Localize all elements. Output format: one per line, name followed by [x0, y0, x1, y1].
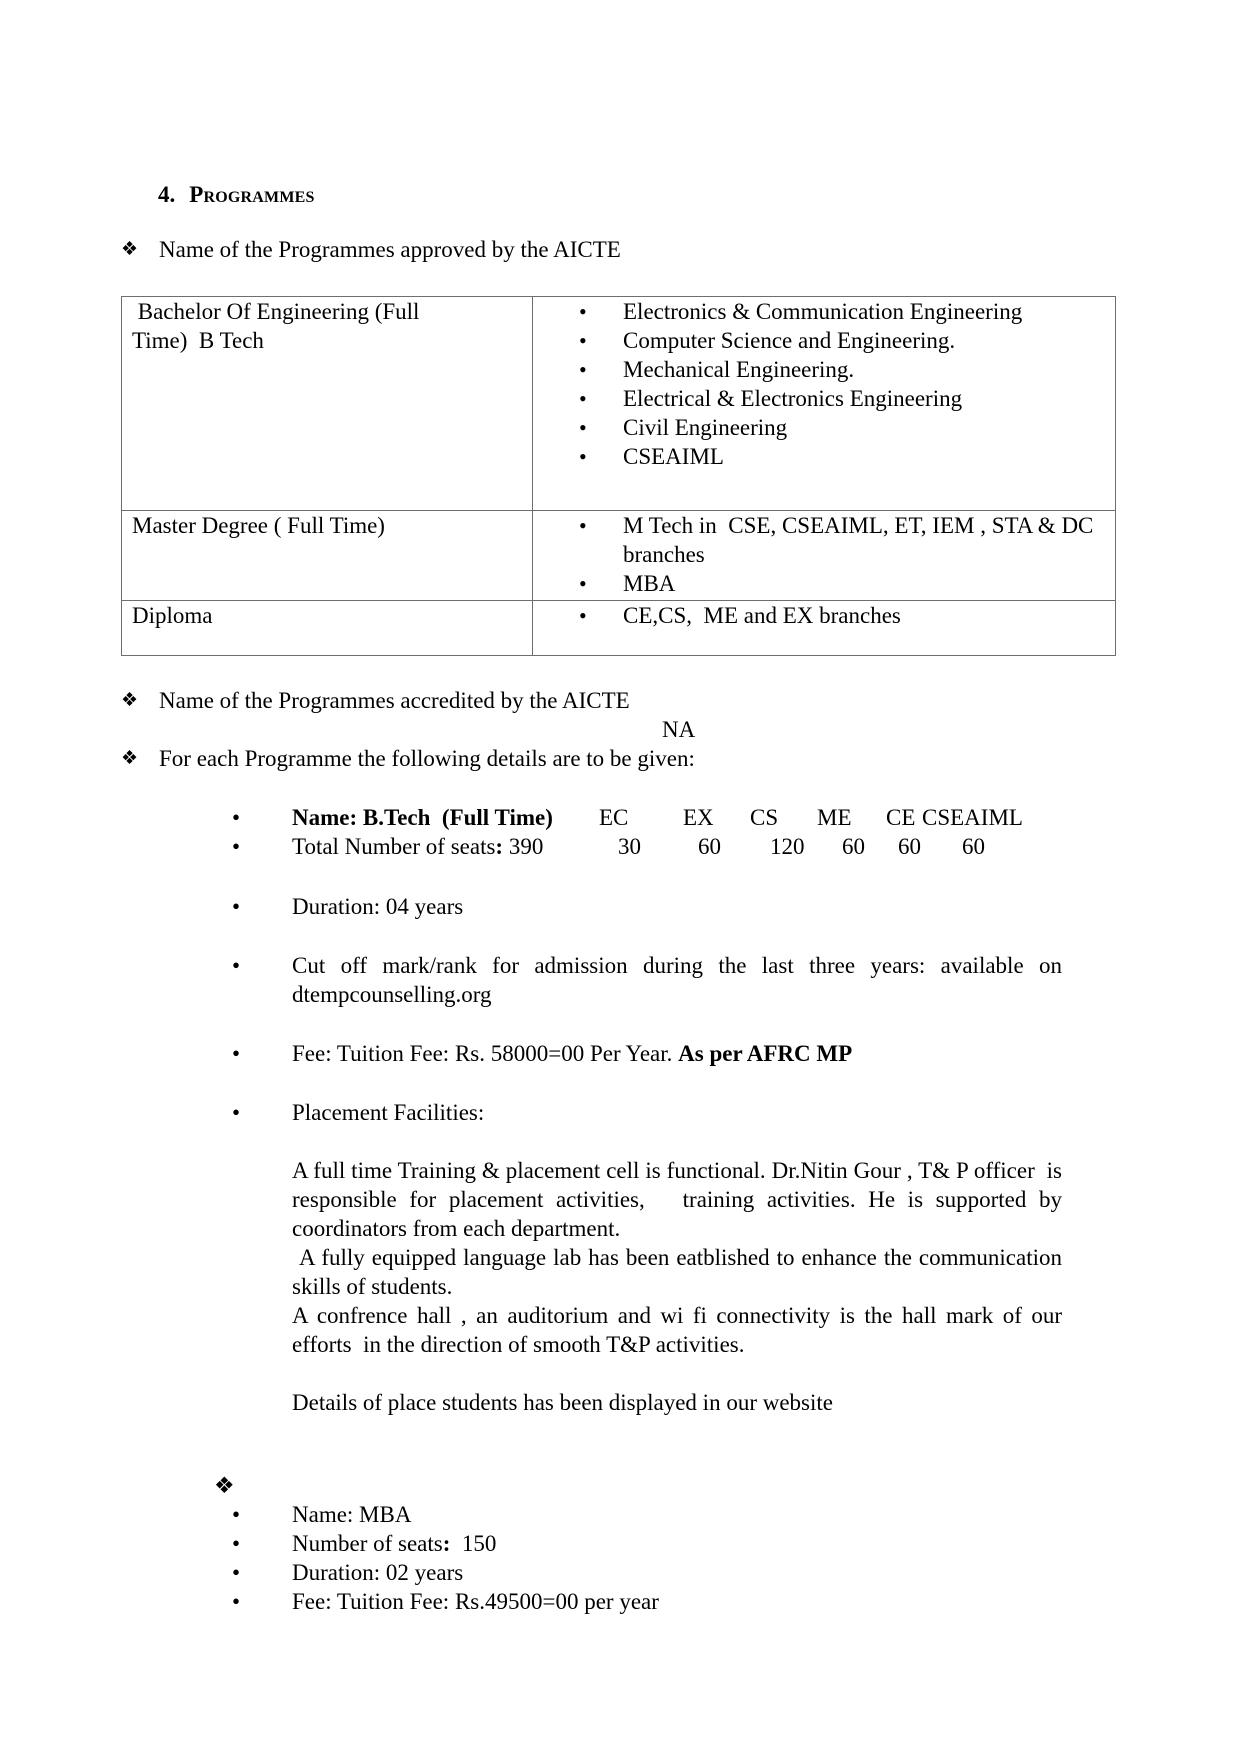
- list-item: • MBA: [569, 569, 1101, 598]
- list-item: • Computer Science and Engineering.: [569, 326, 1101, 355]
- table-row: [122, 601, 1116, 656]
- placement-label: Placement Facilities:: [292, 1100, 485, 1125]
- branch-code: ME: [817, 805, 852, 830]
- table-row: [122, 297, 1116, 511]
- cutoff-text: Cut off mark/rank for admission during the last three years: available on dtempcounselling.org: [292, 953, 1062, 1007]
- fee-text: Fee: Tuition Fee: Rs. 58000=00 Per Year.: [292, 1041, 679, 1066]
- programme-cell: [122, 601, 533, 656]
- diamond-bullet-icon: ❖: [214, 1473, 235, 1498]
- programme-name: Bachelor Of Engineering (Full: [132, 299, 420, 324]
- placement-note: Details of place students has been displayed in our website: [292, 1390, 833, 1415]
- branches-list: [569, 297, 1101, 471]
- mba-details: [232, 1500, 1062, 1616]
- seats-value: 60: [898, 834, 921, 859]
- fee-note: As per AFRC MP: [678, 1041, 853, 1066]
- btech-duration: [232, 892, 1062, 921]
- diamond-bullet-icon: ❖: [121, 690, 139, 711]
- btech-name: Name: B.Tech (Full Time): [292, 805, 553, 830]
- section-title: Programmes: [189, 182, 315, 207]
- bullet-icon: •: [232, 834, 241, 859]
- btech-cutoff: [232, 951, 1062, 1009]
- programme-name: Master Degree ( Full Time): [132, 513, 385, 538]
- placement-details: [232, 1156, 1068, 1417]
- list-item: • Civil Engineering: [569, 413, 1101, 442]
- list-item: • Electronics & Communication Engineering: [569, 297, 1101, 326]
- list-item: • CSEAIML: [569, 442, 1101, 471]
- btech-details: [232, 803, 1062, 861]
- seats-value: 60: [842, 834, 865, 859]
- seats-value: 60: [962, 834, 985, 859]
- accredited-value: NA: [662, 717, 696, 742]
- section-heading: [158, 180, 315, 209]
- branches-cell: [533, 297, 1116, 511]
- bullet-icon: •: [232, 1041, 241, 1066]
- seats-value: 30: [618, 834, 641, 859]
- mba-seats-label: Number of seats: [292, 1531, 443, 1556]
- bullet-icon: •: [232, 1531, 241, 1556]
- bullet-icon: •: [232, 953, 241, 978]
- programme-name: Time) B Tech: [132, 328, 264, 353]
- bullet-icon: •: [232, 894, 241, 919]
- seats-value: 120: [770, 834, 805, 859]
- bullet-icon: •: [232, 805, 241, 830]
- placement-paragraph: A fully equipped language lab has been eatblished to enhance the communication skills of students.: [292, 1245, 1068, 1299]
- branches-list: [569, 601, 1101, 630]
- mba-name: Name: MBA: [292, 1502, 412, 1527]
- colon: :: [442, 1531, 451, 1556]
- programme-cell: [122, 511, 533, 601]
- placement-paragraph: A confrence hall , an auditorium and wi fi connectivity is the hall mark of our efforts in the direction of smooth T&P activities.: [292, 1303, 1068, 1357]
- programme-name: Diploma: [132, 603, 213, 628]
- branch-code: CS: [750, 805, 779, 830]
- seats-value: 60: [698, 834, 721, 859]
- branches-cell: [533, 601, 1116, 656]
- btech-fee: [232, 1039, 1062, 1068]
- mba-fee: Fee: Tuition Fee: Rs.49500=00 per year: [292, 1589, 659, 1614]
- seats-total: 390: [508, 834, 544, 859]
- bullet-icon: •: [232, 1100, 241, 1125]
- diamond-bullet-icon: ❖: [121, 239, 139, 260]
- list-item: • Mechanical Engineering.: [569, 355, 1101, 384]
- list-item: • CE,CS, ME and EX branches: [569, 601, 1101, 630]
- list-item: • M Tech in CSE, CSEAIML, ET, IEM , STA & DC branches: [569, 511, 1101, 569]
- branch-code: EC: [599, 805, 629, 830]
- placement-paragraph: A full time Training & placement cell is functional. Dr.Nitin Gour , T& P officer is responsible for placement activities, training activities. He is supported by coordinators from each department.: [292, 1158, 1068, 1241]
- branch-code: CE: [886, 805, 916, 830]
- branches-list: [569, 511, 1101, 598]
- section-number: 4.: [158, 182, 176, 207]
- list-item: • Electrical & Electronics Engineering: [569, 384, 1101, 413]
- btech-seats-row: [232, 832, 1062, 861]
- approved-programmes-table: [121, 296, 1116, 656]
- btech-name-row: [232, 803, 1062, 832]
- seats-label: Total Number of seats: [292, 834, 496, 859]
- diamond-bullet-icon: ❖: [121, 748, 139, 769]
- branch-code: CSEAIML: [922, 805, 1023, 830]
- branch-code: EX: [683, 805, 714, 830]
- colon: :: [495, 834, 504, 859]
- bullet-icon: •: [232, 1589, 241, 1614]
- duration-text: Duration: 04 years: [292, 894, 464, 919]
- bullet-icon: •: [232, 1560, 241, 1585]
- branches-cell: [533, 511, 1116, 601]
- mba-seats: 150: [461, 1531, 497, 1556]
- table-row: [122, 511, 1116, 601]
- programme-cell: [122, 297, 533, 511]
- bullet-icon: •: [232, 1502, 241, 1527]
- mba-duration: Duration: 02 years: [292, 1560, 464, 1585]
- btech-placement: [232, 1098, 1062, 1127]
